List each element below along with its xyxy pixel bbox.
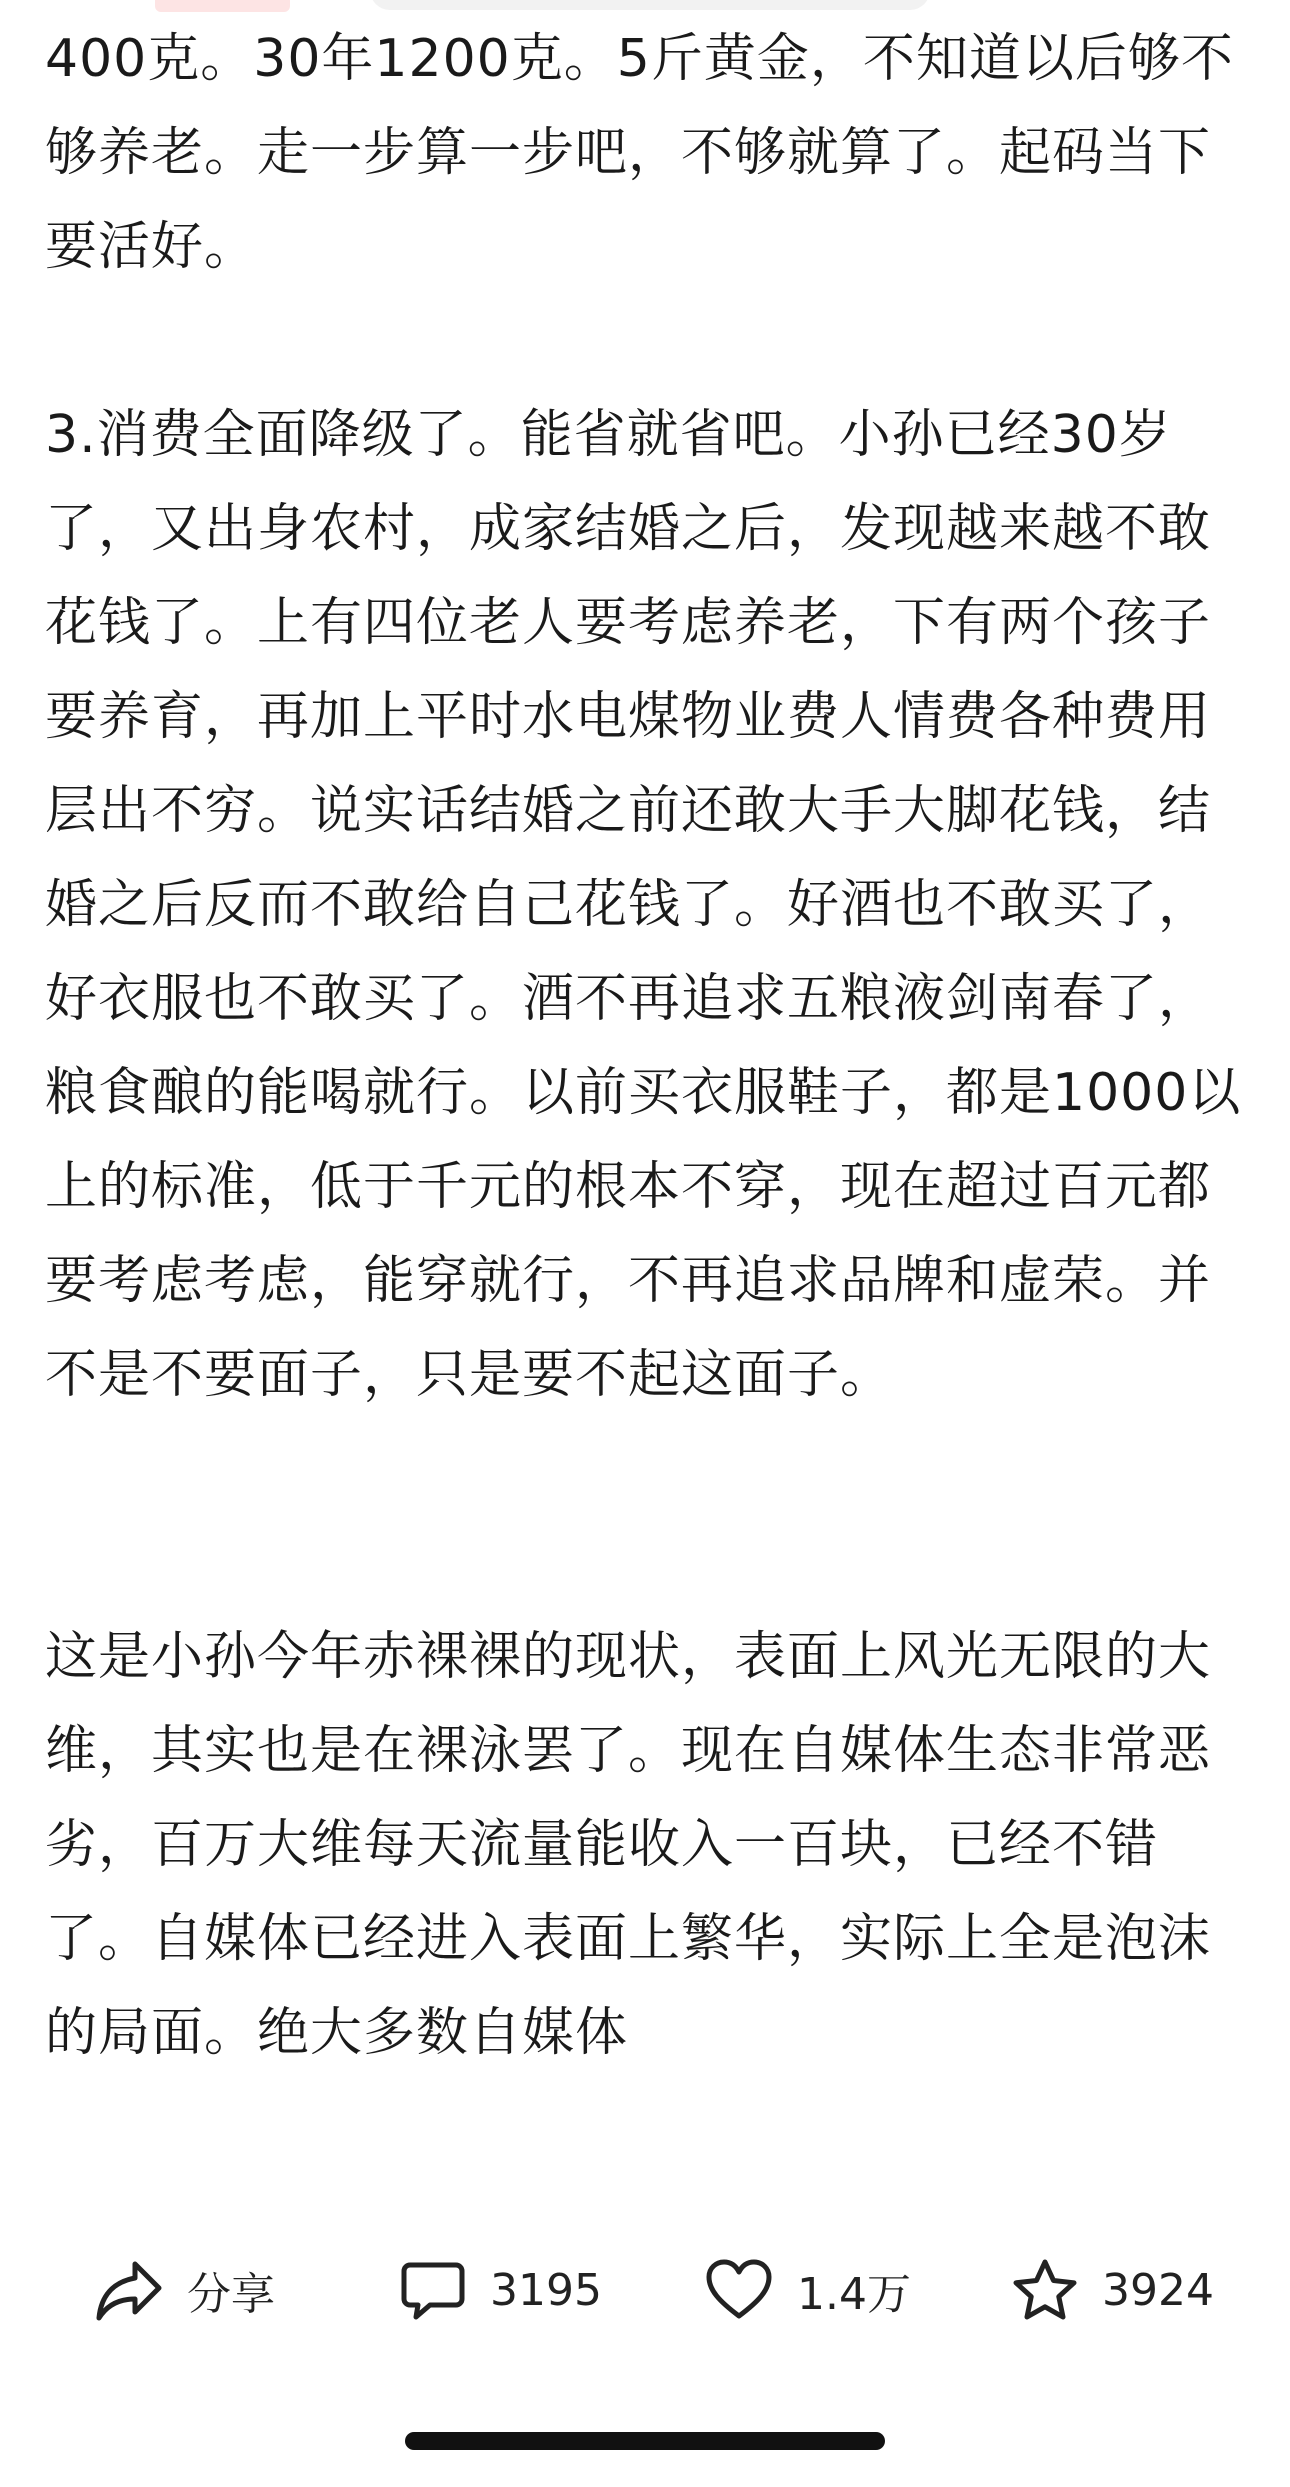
star-icon	[1012, 2258, 1078, 2322]
share-button[interactable]	[95, 2250, 275, 2330]
share-label: 分享	[187, 2269, 275, 2320]
favorite-count: 3924	[1102, 2264, 1214, 2316]
favorite-button[interactable]	[1012, 2250, 1214, 2330]
article-body	[45, 12, 1245, 2207]
top-search-pill[interactable]	[370, 0, 930, 10]
like-count: 1.4万	[797, 2269, 911, 2320]
share-icon	[95, 2258, 163, 2322]
comment-count: 3195	[490, 2264, 602, 2316]
heart-icon	[705, 2259, 773, 2321]
article-paragraph-3: 这是小孙今年赤裸裸的现状，表面上风光无限的大维，其实也是在裸泳罢了。现在自媒体生态非常恶劣，百万大维每天流量能收入一百块，已经不错了。自媒体已经进入表面上繁华，实际上全是泡沫的局面。绝大多数自媒体	[45, 1627, 1212, 2063]
paragraph-spacer	[45, 294, 1245, 388]
top-tag-badge	[155, 0, 290, 12]
paragraph-spacer	[45, 1422, 1245, 1610]
article-paragraph-2: 3.消费全面降级了。能省就省吧。小孙已经30岁了，又出身农村，成家结婚之后，发现越来越不敢花钱了。上有四位老人要考虑养老，下有两个孩子要养育，再加上平时水电煤物业费人情费各种费用层出不穷。说实话结婚之前还敢大手大脚花钱，结婚之后反而不敢给自己花钱了。好酒也不敢买了，好衣服也不敢买了。酒不再追求五粮液剑南春了，粮食酿的能喝就行。以前买衣服鞋子，都是1000以上的标准，低于千元的根本不穿，现在超过百元都要考虑考虑，能穿就行，不再追求品牌和虚荣。并不是不要面子，只是要不起这面子。	[45, 405, 1242, 1405]
home-indicator[interactable]	[405, 2432, 885, 2450]
comment-button[interactable]	[400, 2250, 602, 2330]
comment-icon	[400, 2259, 466, 2321]
article-paragraph-1: 400克。30年1200克。5斤黄金，不知道以后够不够养老。走一步算一步吧，不够就算了。起码当下要活好。	[45, 29, 1234, 277]
like-button[interactable]	[705, 2250, 911, 2330]
